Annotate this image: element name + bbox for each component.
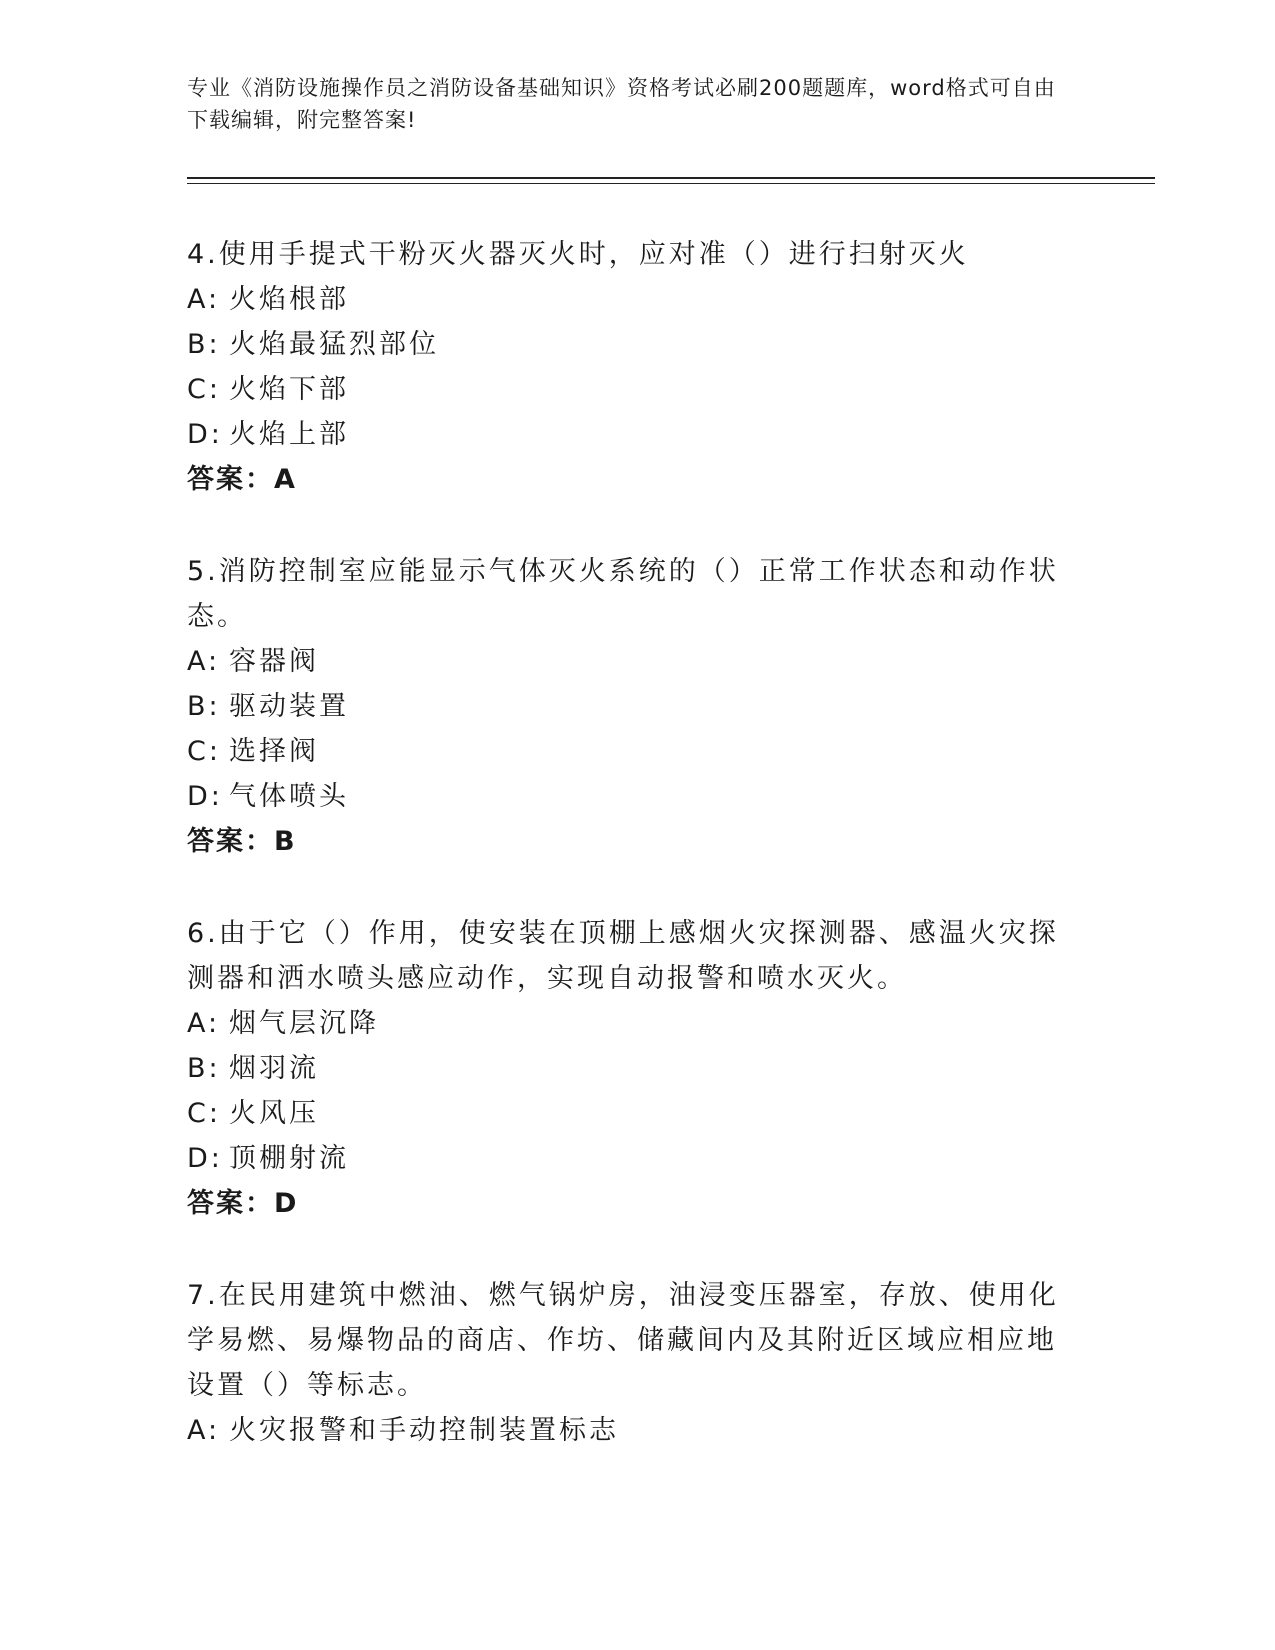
option-key: A:	[187, 1008, 221, 1039]
option-key: A:	[187, 284, 221, 315]
option-text: 驱动装置	[229, 691, 349, 722]
option-text: 火灾报警和手动控制装置标志	[229, 1415, 619, 1446]
option-c	[187, 1091, 1067, 1136]
question-stem: 7.在民用建筑中燃油、燃气锅炉房，油浸变压器室，存放、使用化学易燃、易爆物品的商店、作坊、储藏间内及其附近区域应相应地设置（）等标志。	[187, 1280, 1059, 1401]
question-list	[187, 232, 1067, 1500]
option-key: A:	[187, 646, 221, 677]
option-text: 火焰最猛烈部位	[229, 329, 439, 360]
option-key: B:	[187, 329, 221, 360]
option-text: 火风压	[229, 1098, 319, 1129]
answer-line: 答案：B	[187, 826, 297, 857]
option-text: 选择阀	[229, 736, 319, 767]
option-text: 烟气层沉降	[229, 1008, 379, 1039]
option-key: A:	[187, 1415, 221, 1446]
option-key: D:	[187, 1143, 223, 1174]
question-4	[187, 232, 1067, 502]
question-6	[187, 911, 1067, 1226]
option-text: 火焰上部	[229, 419, 349, 450]
option-d	[187, 412, 1067, 457]
document-header: 专业《消防设施操作员之消防设备基础知识》资格考试必刷200题题库，word格式可自由下载编辑，附完整答案!	[187, 76, 1056, 132]
header-divider-thick	[187, 177, 1155, 179]
option-text: 火焰下部	[229, 374, 349, 405]
option-c	[187, 729, 1067, 774]
option-text: 烟羽流	[229, 1053, 319, 1084]
header-divider-thin	[187, 183, 1155, 184]
question-7	[187, 1273, 1067, 1453]
question-5	[187, 549, 1067, 864]
answer-line: 答案：D	[187, 1188, 299, 1219]
option-key: C:	[187, 374, 221, 405]
option-d	[187, 1136, 1067, 1181]
option-a	[187, 1408, 1067, 1453]
option-b	[187, 684, 1067, 729]
option-key: C:	[187, 736, 221, 767]
option-text: 容器阀	[229, 646, 319, 677]
option-key: D:	[187, 781, 223, 812]
question-stem: 5.消防控制室应能显示气体灭火系统的（）正常工作状态和动作状态。	[187, 556, 1059, 632]
option-text: 火焰根部	[229, 284, 349, 315]
option-text: 顶棚射流	[229, 1143, 349, 1174]
option-b	[187, 1046, 1067, 1091]
option-c	[187, 367, 1067, 412]
option-key: B:	[187, 1053, 221, 1084]
option-a	[187, 277, 1067, 322]
option-key: C:	[187, 1098, 221, 1129]
question-stem: 4.使用手提式干粉灭火器灭火时，应对准（）进行扫射灭火	[187, 239, 969, 270]
option-b	[187, 322, 1067, 367]
option-key: B:	[187, 691, 221, 722]
answer-line: 答案：A	[187, 464, 297, 495]
option-a	[187, 639, 1067, 684]
option-d	[187, 774, 1067, 819]
option-a	[187, 1001, 1067, 1046]
option-key: D:	[187, 419, 223, 450]
question-stem: 6.由于它（）作用，使安装在顶棚上感烟火灾探测器、感温火灾探测器和洒水喷头感应动作，实现自动报警和喷水灭火。	[187, 918, 1059, 994]
option-text: 气体喷头	[229, 781, 349, 812]
